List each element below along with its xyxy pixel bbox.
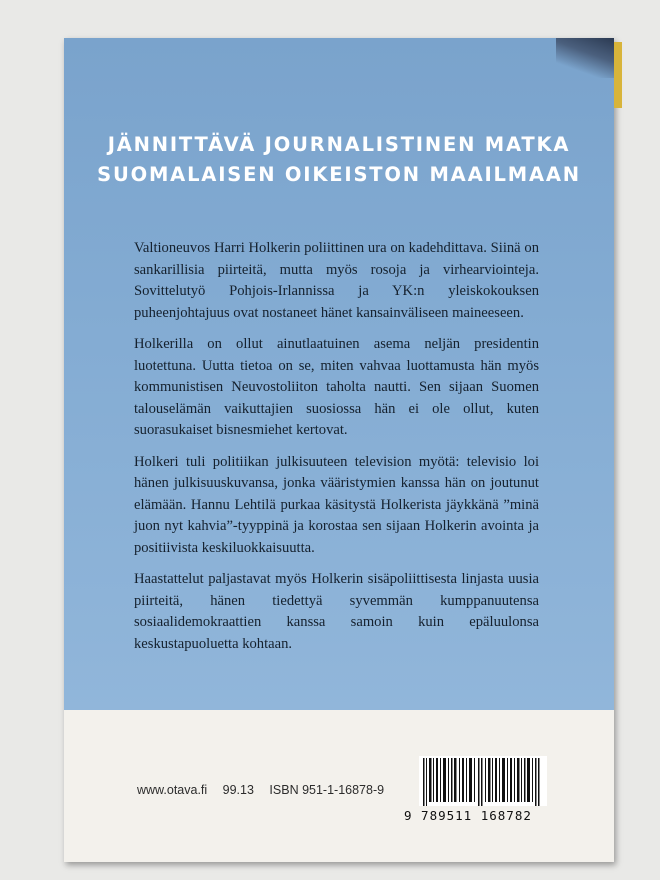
- blurb-text: [134, 238, 539, 665]
- barcode-digits: 9 789511 168782: [404, 808, 532, 823]
- headline-line-2: SUOMALAISEN OIKEISTON MAAILMAAN: [97, 163, 581, 186]
- publisher-website: www.otava.fi: [137, 783, 208, 797]
- publisher-footer: [137, 783, 396, 797]
- worn-corner: [556, 38, 614, 78]
- blurb-paragraph-2: Holkerilla on ollut ainutlaatuinen asema neljän presidentin luotettuna. Uutta tietoa on se, miten vahvaa luottamusta hän myös kommunistisen Neuvostoliiton taholta nautti. Sen sijaan Suomen talouselämän vaikuttajien suosiossa hän ei ole ollut, kuten suorasukaiset bisnesmiehet kertovat.: [134, 336, 539, 438]
- blurb-paragraph-1: Valtioneuvos Harri Holkerin poliittinen ura on kadehdittava. Siinä on sankarillisia piirteitä, mutta myös rosoja ja virhearviointeja. Sovittelutyö Pohjois-Irlannissa ja YK:n yleiskokouksen puheenjohtajuus ovat nostaneet hänet kansainväliseen maineeseen.: [134, 240, 539, 321]
- spine-edge: [614, 42, 622, 108]
- isbn-text: ISBN 951-1-16878-9: [269, 783, 385, 797]
- book-back-cover: [64, 38, 614, 862]
- barcode: [419, 756, 547, 806]
- blurb-paragraph-4: Haastattelut paljastavat myös Holkerin sisäpoliittisesta linjasta uusia piirteitä, hänen tiedettyä syvemmän kumppanuutensa sosiaalidemokraattien kanssa samoin kuin epäluulonsa keskustapuoluetta kohtaan.: [134, 571, 539, 652]
- classification-code: 99.13: [222, 783, 254, 797]
- headline: [64, 130, 614, 190]
- blurb-paragraph-3: Holkeri tuli politiikan julkisuuteen television myötä: televisio loi hänen julkisuuskuvansa, jonka vääristymien kanssa hän on joutunut elämään. Hannu Lehtilä purkaa käsitystä Holkerista jäykkänä ”minä juon nyt kahvia”-tyyppinä ja korostaa sen sijaan Holkerin avointa ja positiivista keskiluokkaisuutta.: [134, 453, 539, 556]
- headline-line-1: JÄNNITTÄVÄ JOURNALISTINEN MATKA: [107, 133, 571, 156]
- barcode-icon: [419, 756, 547, 806]
